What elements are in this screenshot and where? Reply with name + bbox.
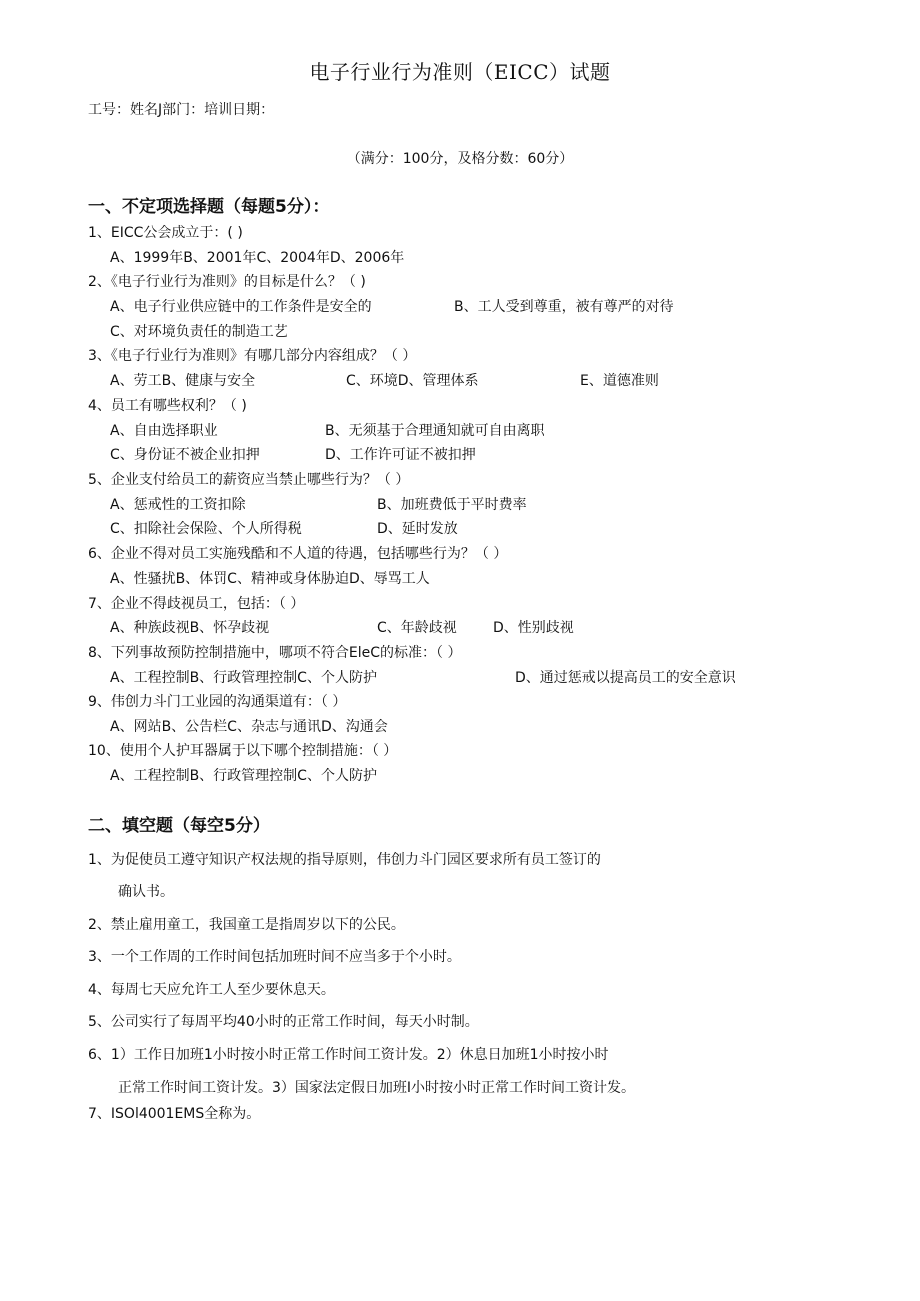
- question-1: 1、EICC公会成立于：( ): [88, 225, 243, 241]
- q1-options: A、1999年B、2001年C、2004年D、2006年: [110, 250, 405, 266]
- section2-heading: 二、填空题（每空5分）: [88, 816, 270, 836]
- q5-option-d: D、延时发放: [377, 521, 458, 537]
- q3-option-cd: C、环境D、管理体系: [346, 373, 479, 389]
- q4-option-c: C、身份证不被企业扣押: [110, 447, 260, 463]
- q5-option-a: A、惩戒性的工资扣除: [110, 497, 246, 513]
- q7-option-ab: A、种族歧视B、怀孕歧视: [110, 620, 270, 636]
- fill-item-7: 7、ISOl4001EMS全称为。: [88, 1106, 261, 1122]
- q7-option-d: D、性别歧视: [493, 620, 574, 636]
- header-fields: 工号：姓名J部门：培训日期：: [88, 102, 275, 118]
- q5-option-c: C、扣除社会保险、个人所得税: [110, 521, 302, 537]
- q3-option-e: E、道德准则: [580, 373, 659, 389]
- question-4: 4、员工有哪些权利？（ ): [88, 398, 247, 414]
- fill-item-2: 2、禁止雇用童工，我国童工是指周岁以下的公民。: [88, 917, 405, 933]
- question-5: 5、企业支付给员工的薪资应当禁止哪些行为？（ ）: [88, 472, 410, 488]
- q4-option-a: A、自由选择职业: [110, 423, 218, 439]
- q2-option-c: C、对环境负责任的制造工艺: [110, 324, 288, 340]
- fill-item-6-cont: 正常工作时间工资计发。3）国家法定假日加班I小时按小时正常工作时间工资计发。: [118, 1080, 636, 1096]
- question-8: 8、下列事故预防控制措施中，哪项不符合EleC的标准：（ ）: [88, 645, 462, 661]
- q3-option-ab: A、劳工B、健康与安全: [110, 373, 256, 389]
- q9-options: A、网站B、公告栏C、杂志与通讯D、沟通会: [110, 719, 388, 735]
- q6-options: A、性骚扰B、体罚C、精神或身体胁迫D、辱骂工人: [110, 571, 430, 587]
- q4-option-d: D、工作许可证不被扣押: [325, 447, 476, 463]
- section1-heading: 一、不定项选择题（每题5分）：: [88, 197, 330, 217]
- q8-option-d: D、通过惩戒以提高员工的安全意识: [515, 670, 736, 686]
- fill-item-3: 3、一个工作周的工作时间包括加班时间不应当多于个小时。: [88, 949, 461, 965]
- page-title: 电子行业行为准则（EICC）试题: [309, 60, 611, 84]
- q4-option-b: B、无须基于合理通知就可自由离职: [325, 423, 545, 439]
- q5-option-b: B、加班费低于平时费率: [377, 497, 527, 513]
- q7-option-c: C、年龄歧视: [377, 620, 457, 636]
- question-9: 9、伟创力斗门工业园的沟通渠道有：（ ）: [88, 694, 347, 710]
- score-line: （满分：100分，及格分数：60分）: [346, 151, 574, 167]
- q10-options: A、工程控制B、行政管理控制C、个人防护: [110, 768, 377, 784]
- question-2: 2、《电子行业行为准则》的目标是什么？（ ): [88, 274, 366, 290]
- question-10: 10、使用个人护耳器属于以下哪个控制措施：（ ）: [88, 743, 398, 759]
- q8-option-abc: A、工程控制B、行政管理控制C、个人防护: [110, 670, 377, 686]
- question-3: 3、《电子行业行为准则》有哪几部分内容组成？（ ）: [88, 348, 417, 364]
- fill-item-6: 6、1）工作日加班1小时按小时正常工作时间工资计发。2）休息日加班1小时按小时: [88, 1047, 609, 1063]
- question-7: 7、企业不得歧视员工，包括：（ ）: [88, 596, 305, 612]
- q2-option-a: A、电子行业供应链中的工作条件是安全的: [110, 299, 372, 315]
- question-6: 6、企业不得对员工实施残酷和不人道的待遇，包括哪些行为？（ ）: [88, 546, 508, 562]
- fill-item-1-cont: 确认书。: [118, 884, 174, 900]
- fill-item-5: 5、公司实行了每周平均40小时的正常工作时间，每天小时制。: [88, 1014, 479, 1030]
- fill-item-4: 4、每周七天应允许工人至少要休息天。: [88, 982, 335, 998]
- fill-item-1: 1、为促使员工遵守知识产权法规的指导原则，伟创力斗门园区要求所有员工签订的: [88, 852, 601, 868]
- q2-option-b: B、工人受到尊重，被有尊严的对待: [454, 299, 674, 315]
